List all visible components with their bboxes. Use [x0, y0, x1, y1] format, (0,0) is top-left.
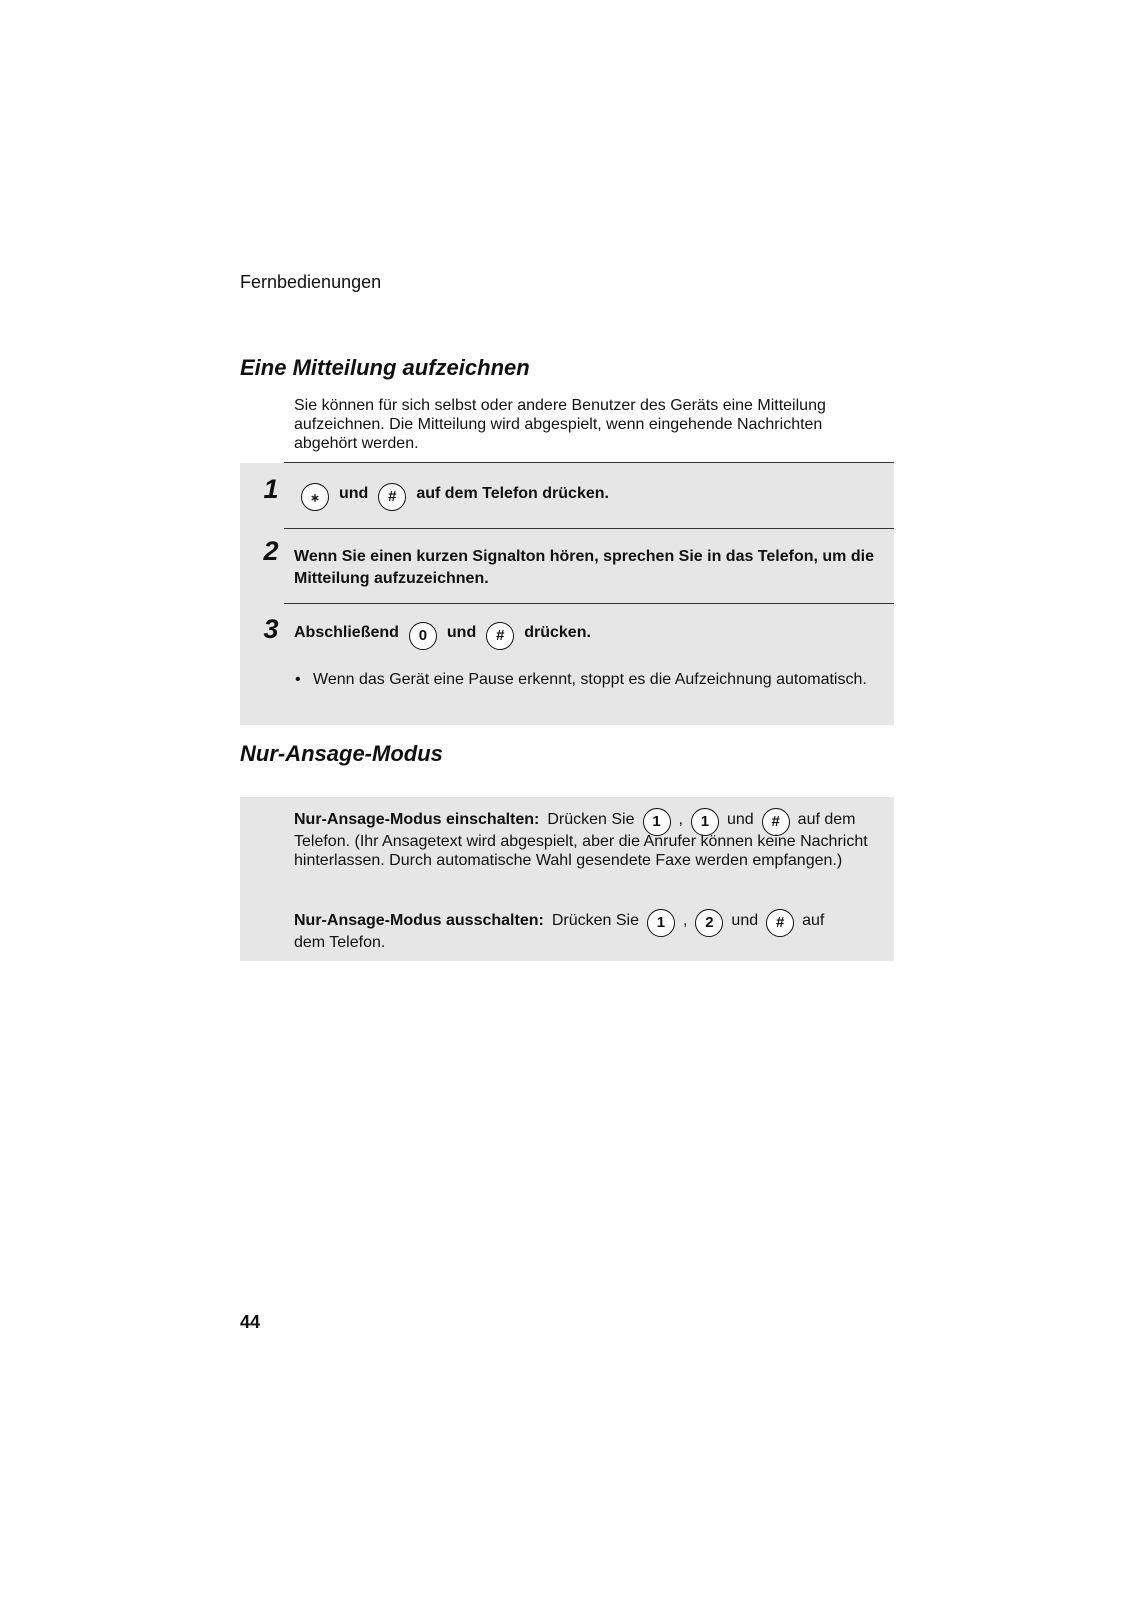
mode-off-line: [294, 906, 824, 934]
step-number-2: 2: [263, 536, 279, 566]
one-key-icon: 1: [647, 909, 675, 937]
intro-paragraph: Sie können für sich selbst oder andere Benutzer des Geräts eine Mitteilung aufzeichnen. Die Mitteilung wird abgespielt, wenn eingehende Nachrichten abgehört werden.: [294, 397, 826, 452]
section-title-announcement-only: Nur-Ansage-Modus: [240, 741, 443, 766]
step-3-and: und: [446, 624, 477, 641]
mode-on-and: und: [726, 810, 754, 828]
mode-off-tail: auf: [802, 911, 825, 929]
step-number-1: 1: [263, 474, 279, 504]
mode-on-comma: ,: [678, 810, 683, 828]
two-key-icon: 2: [695, 909, 723, 937]
running-header: Fernbedienungen: [240, 272, 382, 292]
mode-on-tail: auf dem: [797, 810, 856, 828]
mode-on-description: Telefon. (Ihr Ansagetext wird abgespielt, aber die Anrufer können keine Nachricht hinterlassen. Durch automatische Wahl gesendete Faxe werden empfangen.): [294, 833, 868, 869]
step-3-lead: Abschließend: [294, 624, 399, 641]
step-2-text: Wenn Sie einen kurzen Signalton hören, sprechen Sie in das Telefon, um die Mitteilung aufzuzeichnen.: [294, 548, 874, 587]
step-1-text: auf dem Telefon drücken.: [416, 485, 609, 502]
mode-off-label: Nur-Ansage-Modus ausschalten:: [294, 911, 544, 929]
hash-key-icon: #: [766, 909, 794, 937]
rule-top: [284, 462, 894, 463]
mode-off-and: und: [731, 911, 759, 929]
step-1: [301, 480, 609, 508]
section-title-record-message: Eine Mitteilung aufzeichnen: [240, 355, 530, 380]
mode-off-rest: dem Telefon.: [294, 934, 386, 951]
zero-key-icon: 0: [409, 622, 437, 650]
hash-key-icon: #: [486, 622, 514, 650]
rule-step-1-2: [284, 528, 894, 529]
star-key-icon: ⁎: [301, 483, 329, 511]
bullet-dot-icon: •: [295, 671, 301, 688]
step-3: [294, 619, 591, 647]
step-3-note: Wenn das Gerät eine Pause erkennt, stoppt es die Aufzeichnung automatisch.: [313, 671, 867, 688]
rule-step-2-3: [284, 603, 894, 604]
step-number-3: 3: [263, 614, 279, 644]
mode-on-line: [294, 805, 855, 833]
step-3-text: drücken.: [524, 624, 591, 641]
one-key-icon: 1: [691, 808, 719, 836]
hash-key-icon: #: [378, 483, 406, 511]
one-key-icon: 1: [643, 808, 671, 836]
page-number: 44: [240, 1312, 261, 1332]
mode-on-press: Drücken Sie: [547, 810, 635, 828]
mode-off-press: Drücken Sie: [551, 911, 639, 929]
mode-on-label: Nur-Ansage-Modus einschalten:: [294, 810, 540, 828]
step-1-and: und: [339, 485, 369, 502]
mode-off-comma: ,: [682, 911, 688, 929]
hash-key-icon: #: [762, 808, 790, 836]
